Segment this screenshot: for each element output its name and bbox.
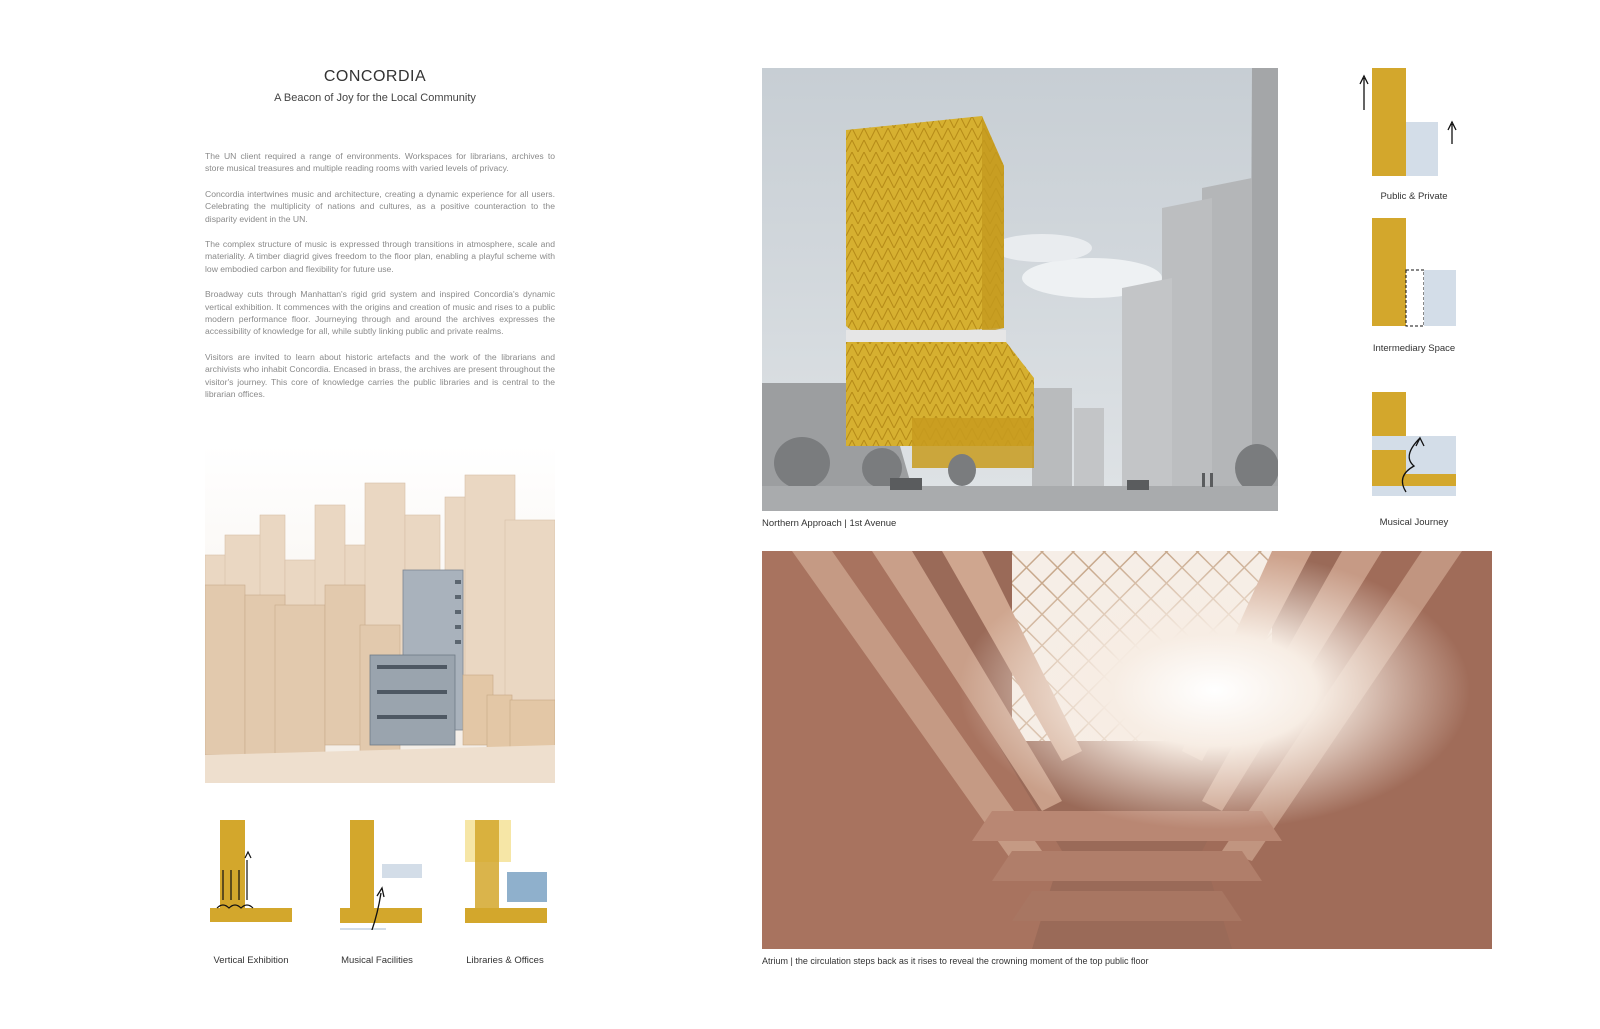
page-title: CONCORDIA <box>323 68 427 85</box>
diagram-label-intermediary-space: Intermediary Space <box>1372 343 1456 354</box>
caption-northern-approach: Northern Approach | 1st Avenue <box>762 518 897 529</box>
northern-approach-render <box>762 68 1278 511</box>
diagram-musical-facilities <box>335 820 425 930</box>
diagram-libraries-offices <box>460 820 555 930</box>
diagram-intermediary-space <box>1358 218 1463 328</box>
paragraph-3: The complex structure of music is expressed through transitions in atmosphere, scale and materiality. A timber diagrid gives freedom to the floor plan, enabling a playful scheme with low embodied carbon and flexibility for future use. <box>205 239 555 274</box>
body-text <box>205 150 555 414</box>
model-photo <box>205 445 555 783</box>
diagram-label-public-private: Public & Private <box>1380 191 1448 202</box>
diagram-musical-journey <box>1358 392 1463 504</box>
diagram-label-musical-journey: Musical Journey <box>1379 517 1449 528</box>
paragraph-2: Concordia intertwines music and architecture, creating a dynamic experience for all users. Celebrating the multiplicity of nations and cultures, as a positive counteraction to the disparity evident in the UN. <box>205 188 555 224</box>
paragraph-5: Visitors are invited to learn about historic artefacts and the work of the librarians and archivists who inhabit Concordia. Encased in brass, the archives are present throughout the visitor's journey. This core of knowledge carries the public libraries and is central to the librarian offices. <box>205 351 555 400</box>
atrium-render <box>762 551 1492 949</box>
diagram-public-private <box>1358 68 1463 180</box>
paragraph-1: The UN client required a range of environments. Workspaces for librarians, archives to store musical treasures and multiple reading rooms with varied levels of privacy. <box>205 151 555 174</box>
paragraph-4: Broadway cuts through Manhattan's rigid grid system and inspired Concordia's dynamic vertical exhibition. It commences with the origins and creation of music and rises to a public modern performance floor. Journeying through and around the archives expresses the accessibility of knowledge for all, while subtly linking public and private realms. <box>205 289 555 337</box>
diagram-vertical-exhibition <box>205 820 295 930</box>
diagram-label-musical-facilities: Musical Facilities <box>341 955 413 966</box>
diagram-label-libraries-offices: Libraries & Offices <box>466 955 544 966</box>
diagram-label-vertical-exhibition: Vertical Exhibition <box>213 955 289 966</box>
page-subtitle: A Beacon of Joy for the Local Community <box>274 92 476 104</box>
caption-atrium: Atrium | the circulation steps back as it rises to reveal the crowning moment of the top public floor <box>762 956 1149 966</box>
